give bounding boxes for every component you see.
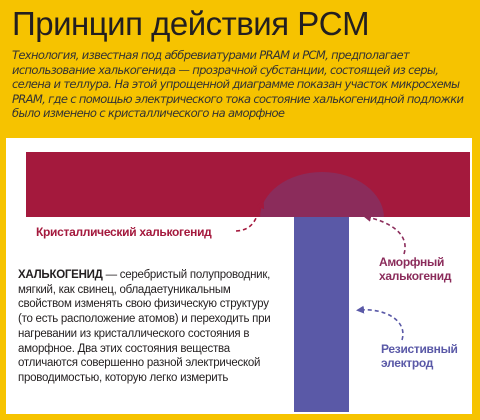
crystal-layer [26, 152, 470, 217]
page-title: Принцип действия PCM [12, 5, 370, 42]
intro-text: Технология, известная под аббревиатурами PRAM и PCM, предполагает использование халькогенида — прозрачной субстанции, состоящей из серы, селена и теллура. На этой упрощенной диаграмме показан участок микросхемы PRAM, где с помощью электрического тока состояние халькогенидной подложки было изменено с кристаллического на аморфное [12, 48, 464, 120]
chalcogenide-description [18, 268, 283, 386]
label-amorphous-chalcogenide: Аморфный халькогенид [379, 255, 452, 283]
description-term: ХАЛЬКОГЕНИД [18, 269, 103, 281]
diagram-panel [6, 138, 472, 414]
label-crystalline-chalcogenide: Кристаллический халькогенид [36, 225, 212, 239]
arrow-amorphous [367, 217, 405, 254]
label-resistive-electrode: Резистивный электрод [381, 342, 458, 370]
description-text: — серебристый полупроводник, мягкий, как свинец, обладаетуникальным свойством изменять свою физическую структуру (то есть расположение атомов) и переходить при нагревании из кристаллического состояния в аморфное. Два этих состояния вещества отличаются совершенно разной электрической проводимостью, которую легко измерить [18, 269, 271, 384]
arrow-electrode [360, 310, 403, 340]
resistive-electrode [294, 217, 349, 412]
